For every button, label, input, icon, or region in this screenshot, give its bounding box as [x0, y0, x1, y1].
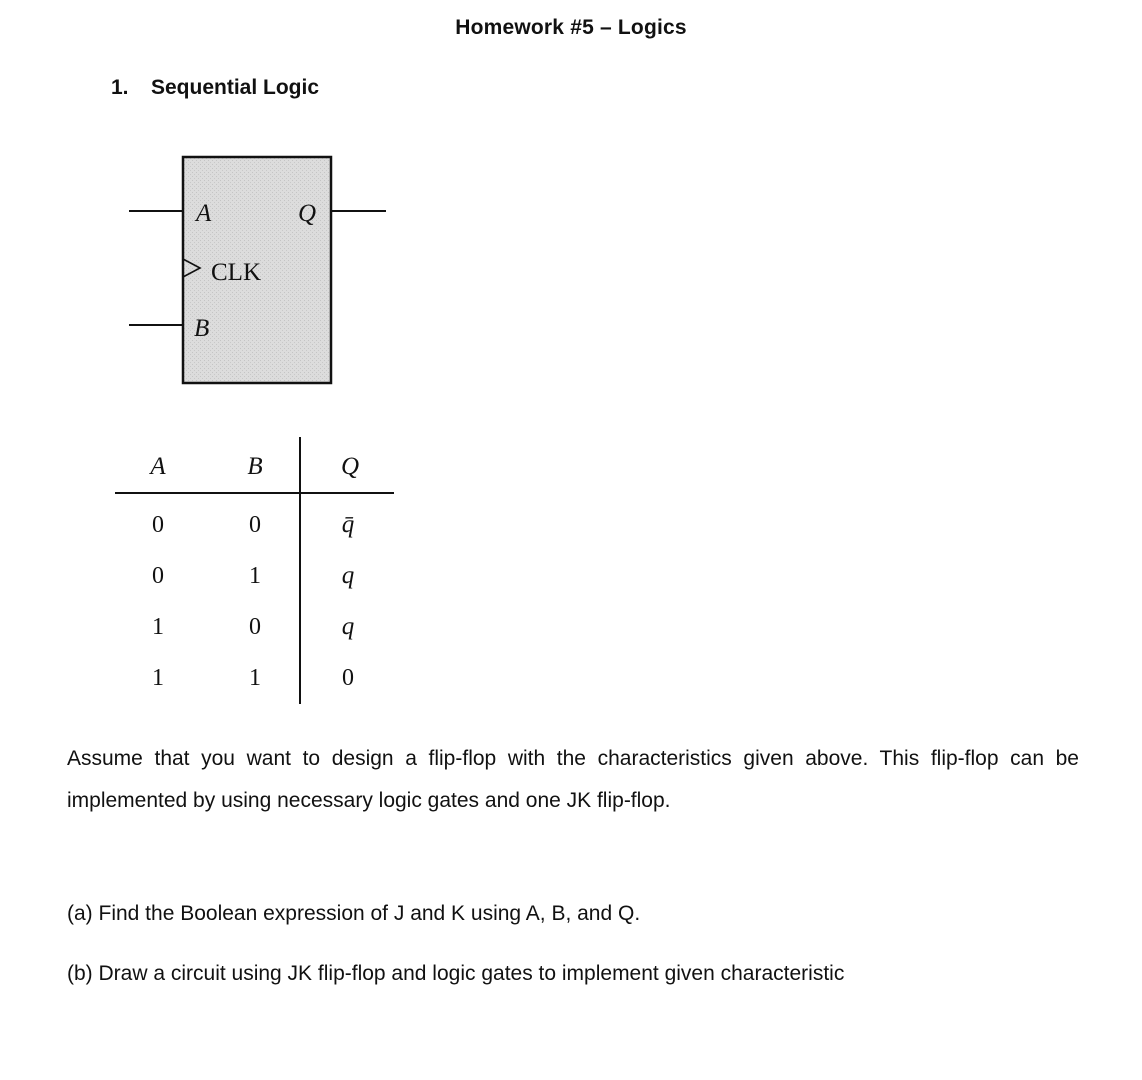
table-cell: 0: [249, 614, 261, 640]
table-cell: 1: [152, 665, 164, 691]
table-row: [152, 613, 354, 640]
document-title: Homework #5 – Logics: [455, 16, 687, 39]
table-cell: 1: [249, 665, 261, 691]
table-cell: 0: [152, 563, 164, 589]
table-row: [152, 665, 354, 691]
table-cell: 0: [342, 665, 354, 691]
question-b: (b) Draw a circuit using JK flip-flop and logic gates to implement given characteristic: [67, 962, 845, 985]
table-cell: 0: [152, 512, 164, 538]
pin-label-q: Q: [298, 200, 317, 227]
characteristic-table: [115, 437, 394, 704]
table-cell: 1: [152, 614, 164, 640]
table-cell: 0: [249, 512, 261, 538]
pin-label-clk: CLK: [211, 259, 261, 286]
problem-description: Assume that you want to design a flip-flop with the characteristics given above. This flip-flop can be implemented by using necessary logic gates and one JK flip-flop.: [67, 747, 1079, 812]
table-cell: 1: [249, 563, 261, 589]
table-cell: q: [341, 562, 355, 589]
pin-label-a: A: [196, 200, 212, 227]
section-number: 1.: [111, 76, 129, 99]
table-header-a: A: [150, 453, 166, 480]
question-a: (a) Find the Boolean expression of J and K using A, B, and Q.: [67, 902, 641, 925]
pin-label-b: B: [194, 315, 210, 342]
flip-flop-block: [129, 157, 386, 383]
table-header-q: Q: [340, 453, 360, 480]
table-header-b: B: [247, 453, 263, 480]
table-cell: q: [341, 613, 355, 640]
table-row: [152, 562, 354, 589]
table-row: [152, 511, 354, 538]
section-title: Sequential Logic: [151, 76, 320, 99]
table-cell: q̄: [341, 511, 355, 538]
